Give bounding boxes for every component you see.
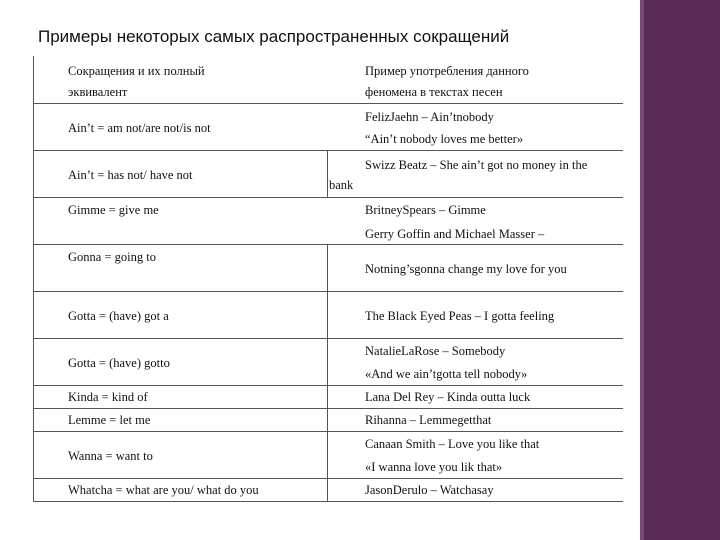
row-abbreviation: Wanna = want to bbox=[68, 449, 153, 463]
row-example-line1: Rihanna – Lemmegetthat bbox=[365, 413, 492, 427]
header-left-line2: эквивалент bbox=[68, 85, 128, 99]
row-abbreviation: Gotta = (have) gotto bbox=[68, 356, 170, 370]
row-abbreviation: Ain’t = am not/are not/is not bbox=[68, 121, 211, 135]
page-title: Примеры некоторых самых распространенных сокращений bbox=[38, 27, 510, 46]
row-divider bbox=[33, 244, 623, 245]
row-example-line2: «I wanna love you lik that» bbox=[365, 460, 503, 474]
header-left-line1: Сокращения и их полный bbox=[68, 64, 205, 78]
row-example-line1: BritneySpears – Gimme bbox=[365, 203, 486, 217]
row-example-line2: «And we ain’tgotta tell nobody» bbox=[365, 367, 528, 381]
row-divider bbox=[33, 385, 623, 386]
row-abbreviation: Gimme = give me bbox=[68, 203, 159, 217]
table-left-border bbox=[33, 56, 34, 502]
row-example-line1: The Black Eyed Peas – I gotta feeling bbox=[365, 309, 555, 323]
row-example-line2: bank bbox=[329, 178, 354, 192]
row-abbreviation: Kinda = kind of bbox=[68, 390, 148, 404]
row-example-line1: Gerry Goffin and Michael Masser – bbox=[365, 227, 545, 241]
row-divider bbox=[33, 501, 623, 502]
row-example-line1: Canaan Smith – Love you like that bbox=[365, 437, 540, 451]
row-example-line2: “Ain’t nobody loves me better» bbox=[365, 132, 524, 146]
row-abbreviation: Gonna = going to bbox=[68, 250, 156, 264]
row-divider bbox=[33, 431, 623, 432]
row-divider bbox=[33, 197, 623, 198]
row-abbreviation: Ain’t = has not/ have not bbox=[68, 168, 193, 182]
row-abbreviation: Lemme = let me bbox=[68, 413, 151, 427]
row-divider bbox=[33, 408, 623, 409]
row-divider bbox=[33, 103, 623, 104]
row-abbreviation: Gotta = (have) got a bbox=[68, 309, 169, 323]
row-example-line1: Lana Del Rey – Kinda outta luck bbox=[365, 390, 531, 404]
row-divider bbox=[33, 150, 623, 151]
row-divider bbox=[33, 338, 623, 339]
header-right-line2: феномена в текстах песен bbox=[365, 85, 503, 99]
side-decor-band bbox=[644, 0, 720, 540]
row-divider bbox=[33, 291, 623, 292]
column-divider bbox=[327, 150, 328, 198]
column-divider bbox=[327, 244, 328, 502]
row-example-line1: NatalieLaRose – Somebody bbox=[365, 344, 506, 358]
row-example-line2: Notning’sgonna change my love for you bbox=[365, 262, 567, 276]
row-example-line1: Swizz Beatz – She ain’t got no money in the bbox=[365, 158, 588, 172]
row-example-line1: FelizJaehn – Ain’tnobody bbox=[365, 110, 494, 124]
row-abbreviation: Whatcha = what are you/ what do you bbox=[68, 483, 259, 497]
header-right-line1: Пример употребления данного bbox=[365, 64, 529, 78]
row-example-line1: JasonDerulo – Watchasay bbox=[365, 483, 494, 497]
row-divider bbox=[33, 478, 623, 479]
